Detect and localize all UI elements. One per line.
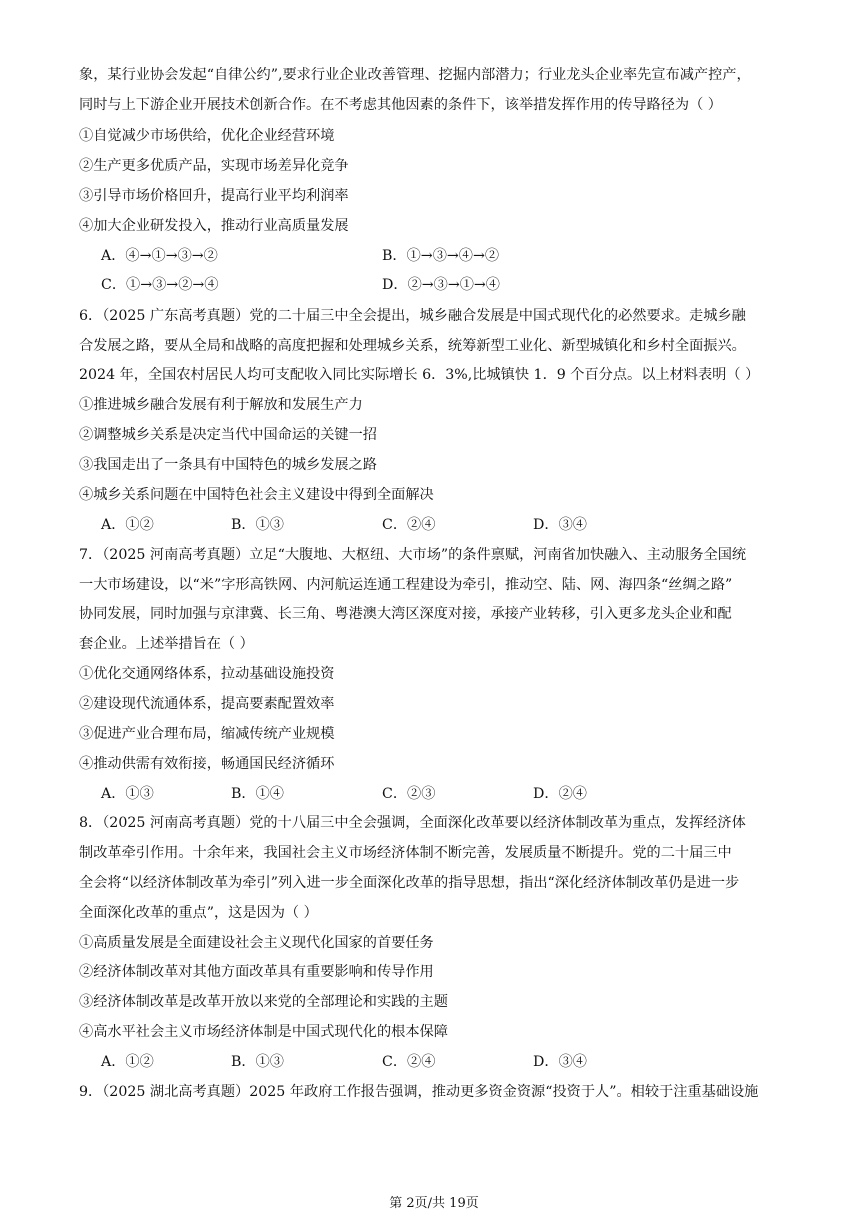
q6-stem-line: 合发展之路，要从全局和战略的高度把握和处理城乡关系，统筹新型工业化、新型城镇化和乡村全面振兴。 — [79, 338, 746, 354]
q5-stem-line: 象，某行业协会发起“自律公约”,要求行业企业改善管理、挖掘内部潜力；行业龙头企业率先宣布减产控产， — [79, 67, 751, 83]
q6-item: ①推进城乡融合发展有利于解放和发展生产力 — [79, 397, 363, 413]
q8-stem-line: 8．（2025 河南高考真题）党的十八届三中全会强调，全面深化改革要以经济体制改革为重点，发挥经济体 — [79, 815, 746, 831]
q7-option-c: C．②③ — [382, 786, 436, 802]
q6-stem-line: 2024 年，全国农村居民人均可支配收入同比实际增长 6．3%,比城镇快 1．9 个百分点。以上材料表明（ ） — [79, 367, 760, 383]
q9-stem-line: 9．（2025 湖北高考真题）2025 年政府工作报告强调，推动更多资金资源“投资于人”。相较于注重基础设施 — [79, 1084, 759, 1100]
q6-option-c: C．②④ — [382, 517, 436, 533]
page-footer: 第 2页/共 19页 — [389, 1196, 479, 1211]
q8-stem-line: 全面深化改革的重点”，这是因为（ ） — [79, 905, 318, 921]
q8-option-b: B．①③ — [231, 1054, 284, 1070]
q5-option-b: B．①→③→④→② — [382, 248, 500, 264]
q8-item: ③经济体制改革是改革开放以来党的全部理论和实践的主题 — [79, 994, 448, 1010]
q6-option-b: B．①③ — [231, 517, 284, 533]
q7-item: ①优化交通网络体系，拉动基础设施投资 — [79, 666, 335, 682]
q7-option-b: B．①④ — [231, 786, 284, 802]
q6-option-d: D．③④ — [533, 517, 587, 533]
q7-stem-line: 协同发展，同时加强与京津冀、长三角、粤港澳大湾区深度对接，承接产业转移，引入更多龙头企业和配 — [79, 606, 732, 622]
q8-option-d: D．③④ — [533, 1054, 587, 1070]
q6-item: ②调整城乡关系是决定当代中国命运的关键一招 — [79, 427, 377, 443]
q7-stem-line: 套企业。上述举措旨在（ ） — [79, 636, 254, 652]
q6-option-a: A．①② — [101, 517, 154, 533]
q5-item: ②生产更多优质产品，实现市场差异化竞争 — [79, 158, 349, 174]
q7-option-a: A．①③ — [101, 786, 154, 802]
q8-item: ①高质量发展是全面建设社会主义现代化国家的首要任务 — [79, 935, 434, 951]
q7-item: ④推动供需有效衔接，畅通国民经济循环 — [79, 756, 335, 772]
q7-item: ②建设现代流通体系，提高要素配置效率 — [79, 696, 335, 712]
q5-item: ①自觉减少市场供给，优化企业经营环境 — [79, 128, 335, 144]
q7-stem-line: 一大市场建设，以“米”字形高铁网、内河航运连通工程建设为牵引，推动空、陆、网、海四条“丝绸之路” — [79, 577, 733, 593]
q6-item: ③我国走出了一条具有中国特色的城乡发展之路 — [79, 457, 377, 473]
q6-item: ④城乡关系问题在中国特色社会主义建设中得到全面解决 — [79, 487, 434, 503]
q8-option-c: C．②④ — [382, 1054, 436, 1070]
q8-item: ②经济体制改革对其他方面改革具有重要影响和传导作用 — [79, 964, 434, 980]
q6-stem-line: 6．（2025 广东高考真题）党的二十届三中全会提出，城乡融合发展是中国式现代化的必然要求。走城乡融 — [79, 308, 746, 324]
q8-stem-line: 制改革牵引作用。十余年来，我国社会主义市场经济体制不断完善，发展质量不断提升。党的二十届三中 — [79, 845, 732, 861]
q7-option-d: D．②④ — [533, 786, 587, 802]
q8-option-a: A．①② — [101, 1054, 154, 1070]
q5-item: ④加大企业研发投入，推动行业高质量发展 — [79, 218, 349, 234]
q5-option-c: C．①→③→②→④ — [101, 277, 219, 293]
q5-item: ③引导市场价格回升，提高行业平均利润率 — [79, 188, 349, 204]
q8-item: ④高水平社会主义市场经济体制是中国式现代化的根本保障 — [79, 1024, 448, 1040]
q7-stem-line: 7．（2025 河南高考真题）立足“大腹地、大枢纽、大市场”的条件禀赋，河南省加快融入、主动服务全国统 — [79, 547, 747, 563]
q5-option-d: D．②→③→①→④ — [382, 277, 500, 293]
q5-stem-line: 同时与上下游企业开展技术创新合作。在不考虑其他因素的条件下，该举措发挥作用的传导路径为（ ） — [79, 97, 722, 113]
q5-option-a: A．④→①→③→② — [101, 248, 218, 264]
q7-item: ③促进产业合理布局，缩减传统产业规模 — [79, 726, 335, 742]
q8-stem-line: 全会将“以经济体制改革为牵引”列入进一步全面深化改革的指导思想，指出“深化经济体制改革仍是进一步 — [79, 875, 740, 891]
